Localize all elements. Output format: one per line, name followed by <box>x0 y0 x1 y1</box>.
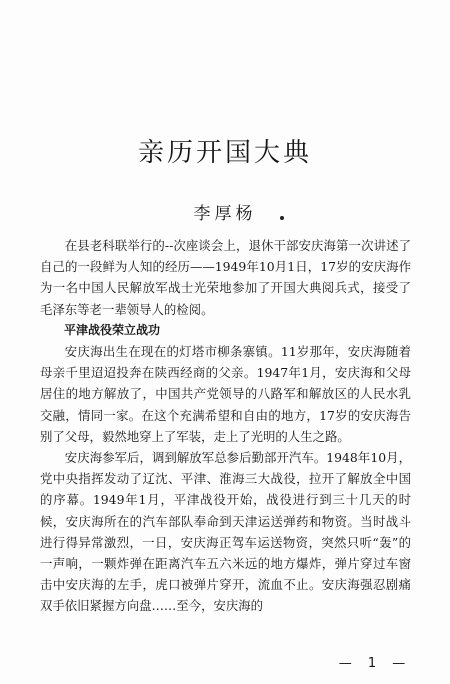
paragraph-intro: 在县老科联举行的--次座谈会上，退休干部安庆海第一次讲述了自己的一段鲜为人知的经历——1949年10月1日，17岁的安庆海作为一名中国人民解放军战士光荣地参加了开国大典阅兵式，接受了毛泽东等老一辈领导人的检阅。 <box>40 238 411 317</box>
article-title: 亲历开国大典 <box>137 138 312 168</box>
ink-dot-mark <box>280 216 284 220</box>
paragraph: 安庆海参军后，调到解放军总参后勤部开汽车。1948年10月，党中央指挥发动了辽沈、平津、淮海三大战役，拉开了解放全中国的序幕。1949年1月，平津战役开始，战役进行到三十几天的时候，安庆海所在的汽车部队奉命到天津运送弹药和物资。当时战斗进行得异常激烈，一日，安庆海正驾车运送物资，突然只听“轰”的一声响，一颗炸弹在距离汽车五六米远的地方爆炸，弹片穿过车窗击中安庆海的左手，虎口被弹片穿开，流血不止。安庆海强忍剧痛双手依旧紧握方向盘……至今，安庆海的 <box>40 450 411 614</box>
article-author: 李厚杨 <box>193 204 257 224</box>
section-heading: 平津战役荣立战功 <box>64 322 161 337</box>
article-body <box>40 235 411 617</box>
page-number: — 1 — <box>338 656 412 671</box>
paragraph: 安庆海出生在现在的灯塔市柳条寨镇。11岁那年，安庆海随着母亲千里迢迢投奔在陕西经商的父亲。1947年1月，安庆海和父母居住的地方解放了，中国共产党领导的八路军和解放区的人民水乳交融，情同一家。在这个充满希望和自由的地方，17岁的安庆海告别了父母，毅然地穿上了军装，走上了光明的人生之路。 <box>40 344 411 444</box>
